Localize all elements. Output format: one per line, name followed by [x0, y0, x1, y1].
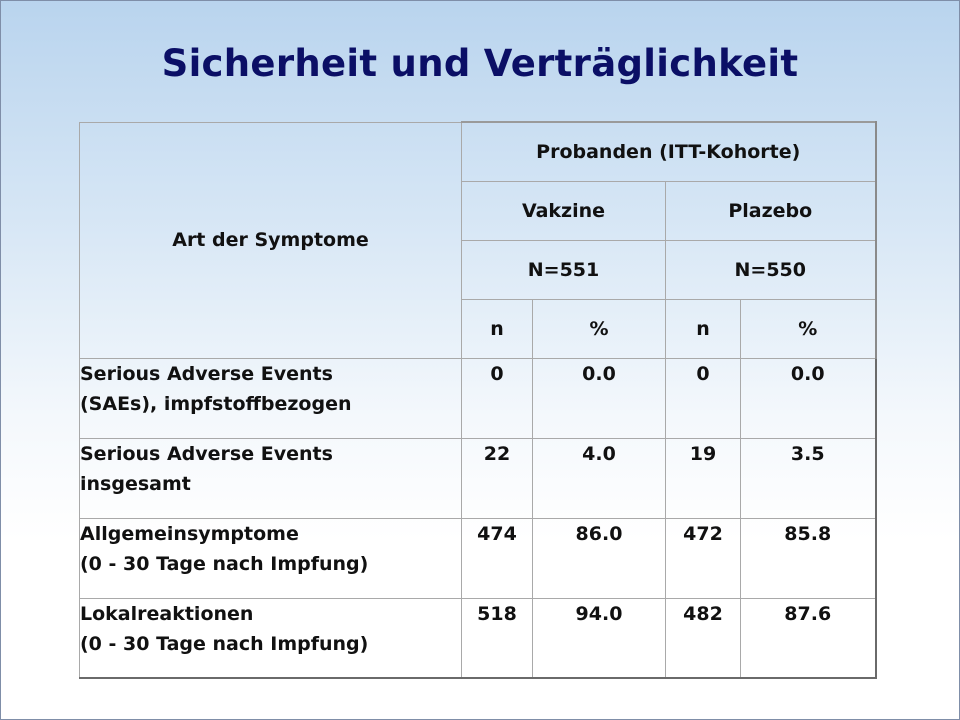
vakzine-n-cell: 518	[462, 598, 533, 678]
table-row	[80, 358, 876, 438]
table-row	[80, 438, 876, 518]
header-cohort: Probanden (ITT-Kohorte)	[462, 122, 876, 181]
header-symptom-type: Art der Symptome	[80, 122, 462, 358]
header-n-plazebo: N=550	[666, 240, 876, 299]
header-plazebo-pct: %	[741, 299, 876, 358]
row-label	[80, 518, 462, 598]
row-label-line2: insgesamt	[80, 472, 191, 495]
vakzine-n-cell: 0	[462, 358, 533, 438]
header-vakzine-pct: %	[533, 299, 666, 358]
plazebo-n-cell: 482	[666, 598, 741, 678]
row-label-line1: Allgemeinsymptome	[80, 522, 299, 545]
plazebo-pct-cell: 85.8	[741, 518, 876, 598]
plazebo-pct-cell: 0.0	[741, 358, 876, 438]
row-label-line1: Serious Adverse Events	[80, 362, 333, 385]
header-arm-plazebo: Plazebo	[666, 181, 876, 240]
plazebo-n-cell: 0	[666, 358, 741, 438]
vakzine-n-cell: 22	[462, 438, 533, 518]
header-n-vakzine: N=551	[462, 240, 666, 299]
header-arm-vakzine: Vakzine	[462, 181, 666, 240]
row-label-line1: Serious Adverse Events	[80, 442, 333, 465]
vakzine-pct-cell: 86.0	[533, 518, 666, 598]
header-vakzine-n: n	[462, 299, 533, 358]
table-row	[80, 598, 876, 678]
vakzine-pct-cell: 4.0	[533, 438, 666, 518]
row-label-line2: (0 - 30 Tage nach Impfung)	[80, 632, 369, 655]
slide-title: Sicherheit und Verträglichkeit	[161, 42, 799, 85]
table-row	[80, 518, 876, 598]
row-label-line1: Lokalreaktionen	[80, 602, 254, 625]
row-label	[80, 358, 462, 438]
plazebo-n-cell: 472	[666, 518, 741, 598]
header-plazebo-n: n	[666, 299, 741, 358]
plazebo-pct-cell: 3.5	[741, 438, 876, 518]
safety-table	[79, 121, 877, 679]
vakzine-pct-cell: 94.0	[533, 598, 666, 678]
row-label	[80, 598, 462, 678]
row-label-line2: (0 - 30 Tage nach Impfung)	[80, 552, 369, 575]
plazebo-n-cell: 19	[666, 438, 741, 518]
vakzine-pct-cell: 0.0	[533, 358, 666, 438]
vakzine-n-cell: 474	[462, 518, 533, 598]
row-label	[80, 438, 462, 518]
header-row-group	[80, 122, 876, 181]
row-label-line2: (SAEs), impfstoffbezogen	[80, 392, 352, 415]
plazebo-pct-cell: 87.6	[741, 598, 876, 678]
